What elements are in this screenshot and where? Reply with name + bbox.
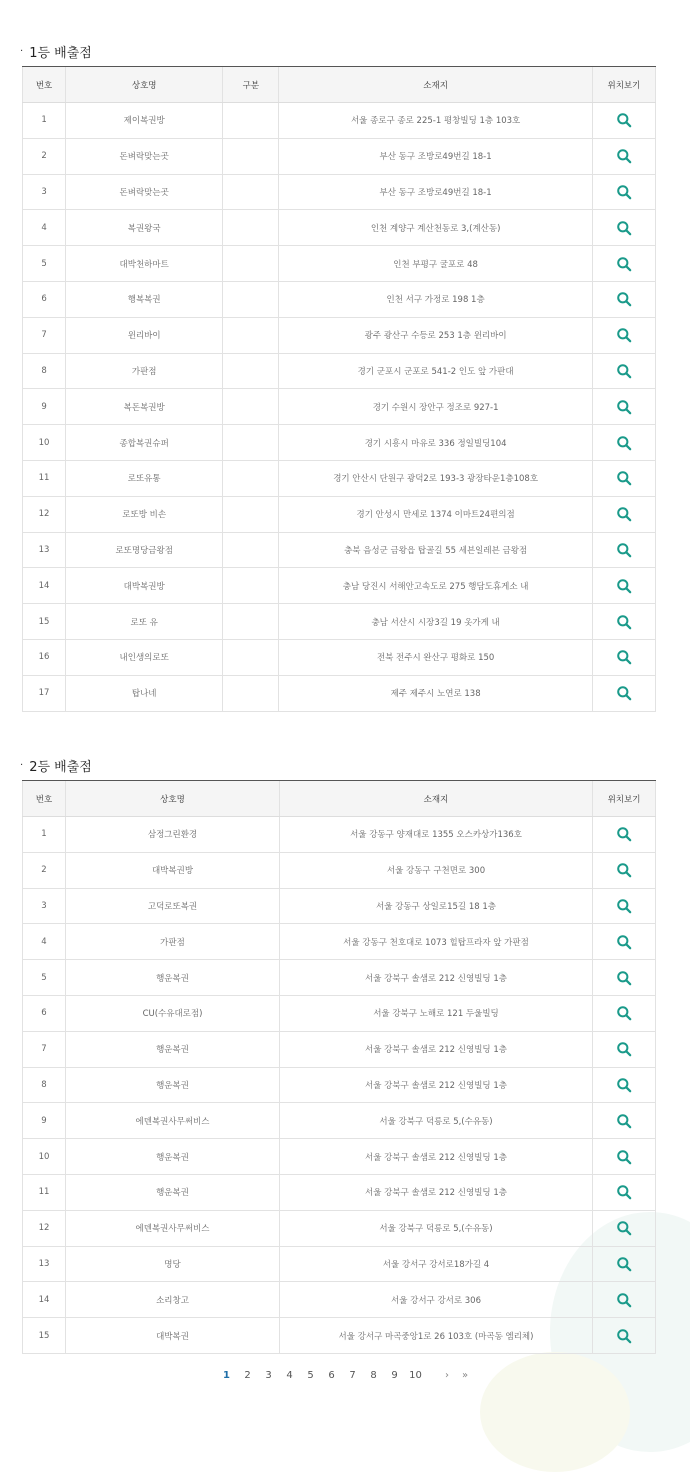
- cell-type: [223, 174, 279, 210]
- location-view-cell: [593, 1139, 656, 1175]
- search-icon[interactable]: [616, 470, 632, 486]
- cell-address: 경기 시흥시 마유로 336 정일빌딩104: [279, 425, 592, 461]
- cell-address: 서울 강서구 강서로18가길 4: [280, 1246, 593, 1282]
- table-row: [23, 604, 656, 640]
- search-icon[interactable]: [616, 148, 632, 164]
- table-row: [23, 532, 656, 568]
- page-link-3[interactable]: 3: [265, 1370, 272, 1381]
- page-link-2[interactable]: 2: [244, 1370, 251, 1381]
- search-icon[interactable]: [616, 363, 632, 379]
- cell-store-name: 에덴복권사무써비스: [66, 1210, 280, 1246]
- second-prize-section: [22, 750, 656, 1354]
- table-row: [23, 210, 656, 246]
- cell-number: 1: [23, 103, 66, 139]
- cell-address: 경기 안성시 만세로 1374 이마트24편의점: [279, 496, 592, 532]
- search-icon[interactable]: [616, 112, 632, 128]
- cell-address: 제주 제주시 노연로 138: [279, 675, 592, 711]
- page-link-4[interactable]: 4: [286, 1370, 293, 1381]
- cell-address: 경기 수원시 장안구 정조로 927-1: [279, 389, 592, 425]
- table-row: [23, 496, 656, 532]
- header-number: 번호: [23, 67, 66, 103]
- cell-type: [223, 675, 279, 711]
- location-view-cell: [593, 888, 656, 924]
- table-row: [23, 425, 656, 461]
- cell-store-name: 윈리바이: [66, 317, 223, 353]
- cell-store-name: 내인생의로또: [66, 639, 223, 675]
- first-prize-title: 1등 배출점: [29, 45, 92, 61]
- location-view-cell: [593, 1174, 656, 1210]
- cell-number: 8: [23, 1067, 66, 1103]
- search-icon[interactable]: [616, 862, 632, 878]
- cell-address: 인천 계양구 계산천동로 3,(계산동): [279, 210, 592, 246]
- cell-address: 서울 강동구 구천면로 300: [280, 852, 593, 888]
- cell-store-name: 소리창고: [66, 1282, 280, 1318]
- search-icon[interactable]: [616, 256, 632, 272]
- last-page-button[interactable]: »: [461, 1370, 469, 1381]
- header-store-name: 상호명: [66, 67, 223, 103]
- cell-number: 15: [23, 604, 66, 640]
- cell-number: 12: [23, 496, 66, 532]
- cell-type: [223, 103, 279, 139]
- cell-type: [223, 210, 279, 246]
- cell-type: [223, 317, 279, 353]
- search-icon[interactable]: [616, 1328, 632, 1344]
- pagination: [0, 1370, 690, 1381]
- search-icon[interactable]: [616, 1077, 632, 1093]
- cell-type: [223, 532, 279, 568]
- second-prize-title: 2등 배출점: [29, 759, 92, 775]
- table-row: [23, 1067, 656, 1103]
- search-icon[interactable]: [616, 1113, 632, 1129]
- cell-store-name: 대박복권: [66, 1318, 280, 1354]
- cell-number: 3: [23, 174, 66, 210]
- page-link-6[interactable]: 6: [328, 1370, 335, 1381]
- page-link-9[interactable]: 9: [391, 1370, 398, 1381]
- cell-store-name: 행운복권: [66, 1067, 280, 1103]
- search-icon[interactable]: [616, 220, 632, 236]
- cell-number: 8: [23, 353, 66, 389]
- cell-store-name: 행운복권: [66, 1031, 280, 1067]
- cell-address: 부산 동구 조방로49번길 18-1: [279, 138, 592, 174]
- location-view-cell: [592, 281, 655, 317]
- header-location-view: 위치보기: [593, 781, 656, 817]
- cell-number: 10: [23, 425, 66, 461]
- header-address: 소재지: [280, 781, 593, 817]
- location-view-cell: [593, 1103, 656, 1139]
- table-row: [23, 281, 656, 317]
- cell-number: 2: [23, 852, 66, 888]
- table-row: [23, 1139, 656, 1175]
- first-prize-section: [22, 36, 656, 712]
- location-view-cell: [592, 675, 655, 711]
- cell-number: 2: [23, 138, 66, 174]
- cell-store-name: 복돈복권방: [66, 389, 223, 425]
- cell-address: 서울 강북구 덕릉로 5,(수유동): [280, 1103, 593, 1139]
- cell-number: 11: [23, 1174, 66, 1210]
- table-row: [23, 1174, 656, 1210]
- cell-store-name: 대박복권방: [66, 852, 280, 888]
- cell-address: 충남 서산시 시장3길 19 옷가게 내: [279, 604, 592, 640]
- table-row: [23, 460, 656, 496]
- table-row: [23, 817, 656, 853]
- cell-number: 12: [23, 1210, 66, 1246]
- cell-address: 서울 강북구 노해로 121 두울빌딩: [280, 995, 593, 1031]
- cell-address: 광주 광산구 수등로 253 1층 윈리바이: [279, 317, 592, 353]
- table-row: [23, 138, 656, 174]
- cell-store-name: 행복복권: [66, 281, 223, 317]
- cell-store-name: 대박복권방: [66, 568, 223, 604]
- search-icon[interactable]: [616, 1292, 632, 1308]
- cell-store-name: 가판점: [66, 924, 280, 960]
- cell-address: 충남 당진시 서해안고속도로 275 행담도휴게소 내: [279, 568, 592, 604]
- section-title: · 2등 배출점: [20, 750, 656, 780]
- table-row: [23, 1103, 656, 1139]
- cell-number: 6: [23, 995, 66, 1031]
- table-row: [23, 1210, 656, 1246]
- cell-number: 9: [23, 1103, 66, 1139]
- search-icon[interactable]: [616, 614, 632, 630]
- location-view-cell: [593, 817, 656, 853]
- table-header-row: [23, 67, 656, 103]
- location-view-cell: [592, 317, 655, 353]
- cell-number: 5: [23, 960, 66, 996]
- location-view-cell: [592, 532, 655, 568]
- cell-number: 13: [23, 532, 66, 568]
- cell-number: 6: [23, 281, 66, 317]
- search-icon[interactable]: [616, 970, 632, 986]
- cell-type: [223, 389, 279, 425]
- cell-number: 14: [23, 568, 66, 604]
- cell-store-name: 로또명당금왕점: [66, 532, 223, 568]
- cell-store-name: 로또방 비손: [66, 496, 223, 532]
- table-row: [23, 888, 656, 924]
- header-number: 번호: [23, 781, 66, 817]
- search-icon[interactable]: [616, 1184, 632, 1200]
- table-row: [23, 995, 656, 1031]
- cell-address: 부산 동구 조방로49번길 18-1: [279, 174, 592, 210]
- cell-store-name: 행운복권: [66, 1139, 280, 1175]
- page-link-8[interactable]: 8: [370, 1370, 377, 1381]
- header-location-view: 위치보기: [592, 67, 655, 103]
- cell-type: [223, 639, 279, 675]
- search-icon[interactable]: [616, 1220, 632, 1236]
- cell-number: 5: [23, 246, 66, 282]
- cell-store-name: 돈벼락맞는곳: [66, 138, 223, 174]
- cell-store-name: CU(수유대로점): [66, 995, 280, 1031]
- location-view-cell: [592, 174, 655, 210]
- cell-number: 1: [23, 817, 66, 853]
- search-icon[interactable]: [616, 934, 632, 950]
- table-row: [23, 639, 656, 675]
- cell-store-name: 복권왕국: [66, 210, 223, 246]
- location-view-cell: [592, 246, 655, 282]
- section-title: · 1등 배출점: [20, 36, 656, 66]
- table-row: [23, 1031, 656, 1067]
- cell-number: 16: [23, 639, 66, 675]
- search-icon[interactable]: [616, 327, 632, 343]
- cell-address: 경기 안산시 단원구 광덕2로 193-3 광장타운1층108호: [279, 460, 592, 496]
- search-icon[interactable]: [616, 435, 632, 451]
- location-view-cell: [593, 1282, 656, 1318]
- cell-type: [223, 425, 279, 461]
- table-row: [23, 1246, 656, 1282]
- second-prize-table: [22, 780, 656, 1354]
- cell-address: 서울 강서구 마곡중앙1로 26 103호 (마곡동 엠리체): [280, 1318, 593, 1354]
- cell-store-name: 행운복권: [66, 960, 280, 996]
- cell-address: 전북 전주시 완산구 평화로 150: [279, 639, 592, 675]
- location-view-cell: [593, 960, 656, 996]
- location-view-cell: [593, 1067, 656, 1103]
- cell-number: 14: [23, 1282, 66, 1318]
- location-view-cell: [593, 995, 656, 1031]
- location-view-cell: [593, 1210, 656, 1246]
- location-view-cell: [592, 353, 655, 389]
- cell-number: 7: [23, 1031, 66, 1067]
- cell-address: 서울 종로구 종로 225-1 평창빌딩 1층 103호: [279, 103, 592, 139]
- next-page-button[interactable]: ›: [445, 1370, 449, 1381]
- search-icon[interactable]: [616, 291, 632, 307]
- cell-store-name: 행운복권: [66, 1174, 280, 1210]
- cell-number: 4: [23, 210, 66, 246]
- cell-address: 서울 강서구 강서로 306: [280, 1282, 593, 1318]
- cell-number: 3: [23, 888, 66, 924]
- search-icon[interactable]: [616, 1256, 632, 1272]
- search-icon[interactable]: [616, 506, 632, 522]
- cell-store-name: 탑나네: [66, 675, 223, 711]
- search-icon[interactable]: [616, 399, 632, 415]
- cell-address: 서울 강동구 천호대로 1073 힐탑프라자 앞 가판점: [280, 924, 593, 960]
- cell-address: 서울 강북구 솔샘로 212 신영빌딩 1층: [280, 1031, 593, 1067]
- cell-type: [223, 496, 279, 532]
- location-view-cell: [592, 639, 655, 675]
- cell-store-name: 대박천하마트: [66, 246, 223, 282]
- cell-number: 9: [23, 389, 66, 425]
- page-link-7[interactable]: 7: [349, 1370, 356, 1381]
- cell-number: 11: [23, 460, 66, 496]
- table-row: [23, 568, 656, 604]
- cell-address: 서울 강북구 솔샘로 212 신영빌딩 1층: [280, 1067, 593, 1103]
- header-type: 구분: [223, 67, 279, 103]
- header-address: 소재지: [279, 67, 592, 103]
- table-row: [23, 317, 656, 353]
- table-row: [23, 1318, 656, 1354]
- table-row: [23, 852, 656, 888]
- search-icon[interactable]: [616, 649, 632, 665]
- cell-store-name: 로또 유: [66, 604, 223, 640]
- cell-number: 7: [23, 317, 66, 353]
- table-row: [23, 103, 656, 139]
- first-prize-table: [22, 66, 656, 712]
- search-icon[interactable]: [616, 578, 632, 594]
- table-row: [23, 174, 656, 210]
- cell-store-name: 로또유통: [66, 460, 223, 496]
- location-view-cell: [592, 460, 655, 496]
- location-view-cell: [593, 1031, 656, 1067]
- location-view-cell: [593, 924, 656, 960]
- search-icon[interactable]: [616, 685, 632, 701]
- cell-type: [223, 460, 279, 496]
- location-view-cell: [592, 604, 655, 640]
- cell-number: 17: [23, 675, 66, 711]
- location-view-cell: [592, 425, 655, 461]
- cell-address: 충북 음성군 금왕읍 탑골길 55 세븐일레븐 금왕점: [279, 532, 592, 568]
- cell-number: 15: [23, 1318, 66, 1354]
- search-icon[interactable]: [616, 826, 632, 842]
- cell-address: 서울 강북구 솔샘로 212 신영빌딩 1층: [280, 960, 593, 996]
- location-view-cell: [593, 1318, 656, 1354]
- search-icon[interactable]: [616, 542, 632, 558]
- cell-address: 서울 강북구 솔샘로 212 신영빌딩 1층: [280, 1174, 593, 1210]
- table-row: [23, 246, 656, 282]
- location-view-cell: [592, 568, 655, 604]
- page-link-1[interactable]: 1: [223, 1370, 230, 1381]
- cell-address: 서울 강동구 양재대로 1355 오스카상가136호: [280, 817, 593, 853]
- cell-type: [223, 604, 279, 640]
- search-icon[interactable]: [616, 1149, 632, 1165]
- location-view-cell: [592, 389, 655, 425]
- cell-type: [223, 246, 279, 282]
- cell-type: [223, 281, 279, 317]
- cell-address: 인천 부평구 굴포로 48: [279, 246, 592, 282]
- cell-number: 10: [23, 1139, 66, 1175]
- cell-address: 경기 군포시 군포로 541-2 인도 앞 가판대: [279, 353, 592, 389]
- cell-number: 13: [23, 1246, 66, 1282]
- location-view-cell: [592, 210, 655, 246]
- table-row: [23, 353, 656, 389]
- location-view-cell: [592, 103, 655, 139]
- table-header-row: [23, 781, 656, 817]
- cell-address: 서울 강동구 상일로15길 18 1층: [280, 888, 593, 924]
- search-icon[interactable]: [616, 1041, 632, 1057]
- cell-store-name: 종합복권슈퍼: [66, 425, 223, 461]
- location-view-cell: [593, 852, 656, 888]
- cell-store-name: 가판점: [66, 353, 223, 389]
- search-icon[interactable]: [616, 898, 632, 914]
- cell-type: [223, 568, 279, 604]
- header-store-name: 상호명: [66, 781, 280, 817]
- page-link-10[interactable]: 10: [409, 1370, 422, 1381]
- cell-store-name: 고덕로또복권: [66, 888, 280, 924]
- table-row: [23, 389, 656, 425]
- cell-store-name: 명당: [66, 1246, 280, 1282]
- cell-address: 인천 서구 가정로 198 1층: [279, 281, 592, 317]
- cell-store-name: 제이복권방: [66, 103, 223, 139]
- location-view-cell: [592, 138, 655, 174]
- cell-type: [223, 138, 279, 174]
- cell-store-name: 삼정그린환경: [66, 817, 280, 853]
- cell-store-name: 에덴복권사무써비스: [66, 1103, 280, 1139]
- cell-address: 서울 강북구 덕릉로 5,(수유동): [280, 1210, 593, 1246]
- cell-store-name: 돈벼락맞는곳: [66, 174, 223, 210]
- table-row: [23, 924, 656, 960]
- table-row: [23, 675, 656, 711]
- cell-type: [223, 353, 279, 389]
- location-view-cell: [593, 1246, 656, 1282]
- table-row: [23, 1282, 656, 1318]
- cell-address: 서울 강북구 솔샘로 212 신영빌딩 1층: [280, 1139, 593, 1175]
- page-link-5[interactable]: 5: [307, 1370, 314, 1381]
- table-row: [23, 960, 656, 996]
- location-view-cell: [592, 496, 655, 532]
- search-icon[interactable]: [616, 1005, 632, 1021]
- search-icon[interactable]: [616, 184, 632, 200]
- cell-number: 4: [23, 924, 66, 960]
